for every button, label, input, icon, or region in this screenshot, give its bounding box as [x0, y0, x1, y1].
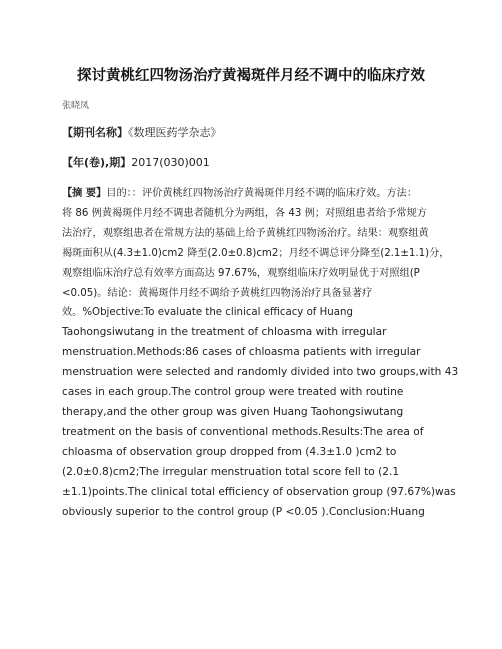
- abstract-block: [62, 184, 459, 522]
- author-name: 张晓凤: [62, 101, 90, 111]
- abstract-line: 效。%Objective:To evaluate the clinical efficacy of Huang: [62, 307, 353, 319]
- abstract-line: (2.0±0.8)cm2;The irregular menstruation total score fell to (2.1: [62, 465, 400, 478]
- abstract-label: 【摘 要】: [62, 188, 107, 199]
- abstract-line: treatment on the basis of conventional methods.Results:The area of: [62, 425, 424, 438]
- journal-label: 【期刊名称】: [62, 126, 128, 139]
- journal-field: [62, 124, 222, 140]
- abstract-line: Taohongsiwutang in the treatment of chloasma with irregular: [62, 326, 387, 339]
- abstract-line: cases in each group.The control group were treated with routine: [62, 386, 404, 399]
- issue-field: [62, 154, 210, 170]
- issue-label: 【年(卷),期】: [62, 156, 132, 169]
- abstract-line: 法治疗，观察组患者在常规方法的基础上给予黄桃红四物汤治疗。结果：观察组黄: [62, 227, 429, 239]
- abstract-line: menstruation were selected and randomly divided into two groups,with 43: [62, 366, 459, 379]
- abstract-line: 观察组临床治疗总有效率方面高达 97.67%，观察组临床疗效明显优于对照组(P: [62, 267, 420, 279]
- journal-value: 《数理医药学杂志》: [128, 126, 222, 139]
- abstract-line: chloasma of observation group dropped from (4.3±1.0 )cm2 to: [62, 445, 397, 458]
- abstract-line: 目的：：评价黄桃红四物汤治疗黄褐斑伴月经不调的临床疗效。方法：: [106, 188, 418, 199]
- abstract-line: 褐斑面积从(4.3±1.0)cm2 降至(2.0±0.8)cm2；月经不调总评分降至(2.1±1.1)分，: [62, 247, 450, 259]
- abstract-line: menstruation.Methods:86 cases of chloasma patients with irregular: [62, 346, 421, 359]
- abstract-line: obviously superior to the control group (P <0.05 ).Conclusion:Huang: [62, 505, 425, 518]
- abstract-line: <0.05)。结论：黄褐斑伴月经不调给予黄桃红四物汤治疗具备显著疗: [62, 287, 373, 299]
- issue-value: 2017(030)001: [131, 156, 210, 169]
- abstract-line: therapy,and the other group was given Huang Taohongsiwutang: [62, 405, 404, 418]
- article-title: 探讨黄桃红四物汤治疗黄褐斑伴月经不调中的临床疗效: [77, 68, 425, 84]
- abstract-line: ±1.1)points.The clinical total efficiency of observation group (97.67%)was: [62, 485, 456, 498]
- abstract-line: 将 86 例黄褐斑伴月经不调患者随机分为两组，各 43 例；对照组患者给予常规方: [62, 207, 427, 219]
